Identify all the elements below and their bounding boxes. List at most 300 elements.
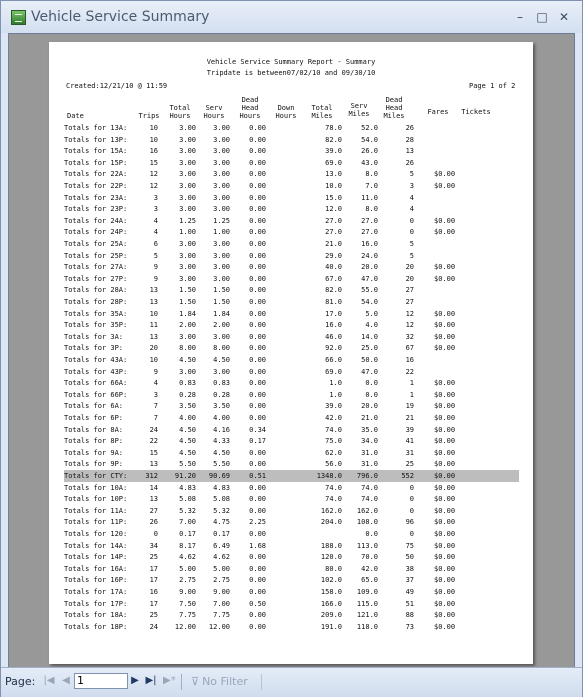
table-row <box>64 505 519 517</box>
table-row <box>64 342 519 354</box>
total-miles-cell: 1348.0 <box>316 472 342 480</box>
table-row <box>64 574 519 586</box>
trips-cell: 13 <box>149 286 158 295</box>
new-record-button[interactable]: ▶* <box>163 675 176 686</box>
row-label: Totals for 3A: <box>64 332 124 341</box>
serv-miles-cell: 31.0 <box>361 448 378 457</box>
table-row <box>64 331 519 343</box>
column-header-tickets: Tickets <box>461 108 491 116</box>
row-label: Totals for 25A: <box>64 240 128 248</box>
column-header-date: Date <box>67 112 84 120</box>
total-miles-cell: 162.0 <box>320 506 342 515</box>
serv-hours-cell: 1.50 <box>213 286 230 295</box>
dead-head-hours-cell: 0.00 <box>249 390 266 399</box>
serv-miles-cell: 118.0 <box>356 622 378 631</box>
serv-hours-cell: 3.00 <box>213 124 230 132</box>
dead-head-hours-cell: 0.34 <box>249 425 266 434</box>
serv-hours-cell: 2.00 <box>213 321 230 330</box>
serv-hours-cell: 3.00 <box>213 170 230 179</box>
fares-cell: $0.00 <box>434 425 456 434</box>
total-miles-cell: 62.0 <box>325 448 342 457</box>
total-miles-cell: 15.0 <box>325 193 342 202</box>
trips-cell: 7 <box>153 414 158 422</box>
fares-cell: $0.00 <box>434 483 456 492</box>
table-row <box>64 435 519 447</box>
trips-cell: 25 <box>149 611 158 620</box>
row-label: Totals for 22P: <box>64 182 128 190</box>
dead-head-miles-cell: 49 <box>405 588 414 596</box>
serv-miles-cell: 25.0 <box>361 344 378 353</box>
dead-head-miles-cell: 25 <box>405 460 414 469</box>
table-row <box>64 273 519 285</box>
no-filter-label: No Filter <box>202 675 248 688</box>
total-miles-cell: 29.0 <box>325 251 342 260</box>
restore-button[interactable]: □ <box>536 10 548 24</box>
minimize-button[interactable]: – <box>517 10 523 24</box>
report-date-range: Tripdate is between07/02/10 and 09/30/10 <box>206 69 376 77</box>
dead-head-miles-cell: 50 <box>405 553 414 562</box>
dead-head-hours-cell: 0.00 <box>249 205 266 214</box>
serv-hours-cell: 5.32 <box>213 506 230 515</box>
total-hours-cell: 3.00 <box>179 205 196 214</box>
serv-miles-cell: 162.0 <box>356 506 378 515</box>
print-preview-area[interactable] <box>8 33 575 668</box>
table-row <box>64 400 519 412</box>
next-page-button[interactable]: ▶ <box>131 675 139 686</box>
total-miles-cell: 13.0 <box>325 170 342 179</box>
last-page-button[interactable]: ▶| <box>145 675 157 686</box>
total-miles-cell: 1.0 <box>329 379 342 388</box>
row-label: Totals for 23A: <box>64 193 128 202</box>
table-row <box>64 412 519 424</box>
row-label: Totals for 15P: <box>64 158 128 167</box>
table-row <box>64 366 519 378</box>
total-miles-cell: 66.0 <box>325 356 342 364</box>
dead-head-miles-cell: 16 <box>405 356 414 364</box>
dead-head-hours-cell: 0.00 <box>249 356 266 364</box>
total-miles-cell: 21.0 <box>325 240 342 248</box>
serv-miles-cell: 74.0 <box>361 495 378 504</box>
trips-cell: 9 <box>153 367 158 376</box>
serv-hours-cell: 5.50 <box>213 460 230 469</box>
dead-head-hours-cell: 0.00 <box>249 332 266 341</box>
row-label: Totals for 27A: <box>64 263 128 272</box>
dead-head-miles-cell: 0 <box>409 495 414 504</box>
trips-cell: 12 <box>149 170 158 179</box>
serv-miles-cell: 21.0 <box>361 414 378 422</box>
serv-hours-cell: 8.00 <box>213 344 230 353</box>
dead-head-hours-cell: 0.51 <box>249 472 266 480</box>
trips-cell: 34 <box>149 541 158 550</box>
row-label: Totals for 66A: <box>64 379 128 388</box>
serv-hours-cell: 6.49 <box>213 541 230 550</box>
page-indicator: Page 1 of 2 <box>469 82 516 90</box>
table-row <box>64 389 519 401</box>
total-miles-cell: 69.0 <box>325 158 342 167</box>
fares-cell: $0.00 <box>434 622 456 631</box>
table-row <box>64 482 519 494</box>
fares-cell: $0.00 <box>434 553 456 562</box>
trips-cell: 7 <box>153 402 158 411</box>
trips-cell: 17 <box>149 564 158 573</box>
dead-head-hours-cell: 0.00 <box>249 588 266 596</box>
table-row <box>64 296 519 308</box>
total-hours-cell: 8.17 <box>179 541 196 550</box>
table-row <box>64 145 519 157</box>
previous-page-button[interactable]: ◀ <box>62 675 70 686</box>
serv-miles-cell: 26.0 <box>361 147 378 156</box>
table-row <box>64 203 519 215</box>
total-miles-cell: 166.0 <box>320 599 342 608</box>
fares-cell: $0.00 <box>434 530 456 538</box>
report-page <box>49 42 533 664</box>
column-header-fares: Fares <box>427 108 449 116</box>
serv-miles-cell: 52.0 <box>361 124 378 132</box>
row-label: Totals for 17P: <box>64 599 128 608</box>
dead-head-miles-cell: 22 <box>405 367 414 376</box>
total-miles-cell: 39.0 <box>325 402 342 411</box>
serv-hours-cell: 4.50 <box>213 448 230 457</box>
serv-miles-cell: 74.0 <box>361 483 378 492</box>
fares-cell: $0.00 <box>434 379 456 388</box>
total-miles-cell: 17.0 <box>325 309 342 318</box>
dead-head-hours-cell: 0.00 <box>249 414 266 422</box>
row-label: Totals for 13A: <box>64 124 128 132</box>
total-miles-cell: 82.0 <box>325 135 342 144</box>
total-miles-cell: 81.0 <box>325 298 342 306</box>
trips-cell: 3 <box>153 193 158 202</box>
serv-hours-cell: 3.00 <box>213 193 230 202</box>
dead-head-miles-cell: 27 <box>405 298 414 306</box>
trips-cell: 4 <box>153 228 158 237</box>
page-number-input[interactable]: 1 <box>74 673 128 689</box>
serv-miles-cell: 8.0 <box>365 170 378 179</box>
dead-head-miles-cell: 4 <box>409 205 414 214</box>
serv-hours-cell: 1.84 <box>213 309 230 318</box>
trips-cell: 25 <box>149 553 158 562</box>
total-hours-cell: 4.50 <box>179 425 196 434</box>
dead-head-miles-cell: 0 <box>409 483 414 492</box>
total-hours-cell: 5.08 <box>179 495 196 504</box>
fares-cell: $0.00 <box>434 321 456 330</box>
table-row <box>64 424 519 436</box>
total-miles-cell: 1.0 <box>329 390 342 399</box>
serv-miles-cell: 27.0 <box>361 228 378 237</box>
serv-miles-cell: 0.0 <box>365 390 378 399</box>
trips-cell: 14 <box>149 483 158 492</box>
total-miles-cell: 56.0 <box>325 460 342 469</box>
serv-miles-cell: 115.0 <box>356 599 378 608</box>
dead-head-miles-cell: 552 <box>401 472 414 480</box>
fares-cell: $0.00 <box>434 216 456 225</box>
total-hours-cell: 1.25 <box>179 216 196 225</box>
fares-cell: $0.00 <box>434 576 456 585</box>
fares-cell: $0.00 <box>434 495 456 504</box>
trips-cell: 13 <box>149 298 158 306</box>
table-row <box>64 354 519 366</box>
row-label: Totals for 24P: <box>64 228 128 237</box>
dead-head-miles-cell: 0 <box>409 228 414 237</box>
table-row <box>64 493 519 505</box>
table-row <box>64 261 519 273</box>
fares-cell: $0.00 <box>434 460 456 469</box>
created-timestamp: Created:12/21/10 @ 11:59 <box>66 82 168 90</box>
dead-head-hours-cell: 0.00 <box>249 263 266 272</box>
trips-cell: 3 <box>153 390 158 399</box>
row-label: Totals for 28P: <box>64 298 128 306</box>
table-row <box>64 563 519 575</box>
total-hours-cell: 7.75 <box>179 611 196 620</box>
total-hours-cell: 7.50 <box>179 599 196 608</box>
serv-miles-cell: 31.0 <box>361 460 378 469</box>
dead-head-hours-cell: 0.00 <box>249 309 266 318</box>
total-hours-cell: 5.32 <box>179 506 196 515</box>
total-hours-cell: 1.84 <box>179 309 196 318</box>
fares-cell: $0.00 <box>434 344 456 353</box>
row-label: Totals for 35P: <box>64 321 128 330</box>
total-hours-cell: 0.28 <box>179 390 196 399</box>
serv-hours-cell: 3.00 <box>213 367 230 376</box>
total-hours-cell: 3.00 <box>179 274 196 283</box>
serv-hours-cell: 1.50 <box>213 298 230 306</box>
row-label: Totals for CTY: <box>64 472 128 480</box>
dead-head-hours-cell: 0.50 <box>249 599 266 608</box>
trips-cell: 10 <box>149 135 158 144</box>
trips-cell: 4 <box>153 216 158 225</box>
trips-cell: 10 <box>149 309 158 318</box>
trips-cell: 15 <box>149 448 158 457</box>
trips-cell: 10 <box>149 356 158 364</box>
row-label: Totals for 15A: <box>64 147 128 156</box>
serv-hours-cell: 4.16 <box>213 425 230 434</box>
column-header-serv-miles: Serv Miles <box>348 102 370 118</box>
row-label: Totals for 9A: <box>64 448 124 457</box>
row-label: Totals for 66P: <box>64 390 128 399</box>
first-page-button[interactable]: |◀ <box>43 675 55 686</box>
total-hours-cell: 4.00 <box>179 414 196 422</box>
dead-head-hours-cell: 0.00 <box>249 495 266 504</box>
no-filter-button[interactable] <box>191 675 248 688</box>
serv-hours-cell: 3.00 <box>213 274 230 283</box>
serv-miles-cell: 20.0 <box>361 402 378 411</box>
serv-miles-cell: 5.0 <box>365 309 378 318</box>
total-hours-cell: 3.00 <box>179 367 196 376</box>
serv-miles-cell: 121.0 <box>356 611 378 620</box>
dead-head-hours-cell: 0.00 <box>249 530 266 538</box>
trips-cell: 312 <box>145 472 158 480</box>
serv-miles-cell: 50.0 <box>361 356 378 364</box>
fares-cell: $0.00 <box>434 402 456 411</box>
dead-head-miles-cell: 32 <box>405 332 414 341</box>
table-row <box>64 284 519 296</box>
row-label: Totals for 27P: <box>64 274 128 283</box>
dead-head-miles-cell: 12 <box>405 309 414 318</box>
total-hours-cell: 3.00 <box>179 240 196 248</box>
total-miles-cell: 80.0 <box>325 564 342 573</box>
row-label: Totals for 6P: <box>64 414 124 422</box>
dead-head-miles-cell: 3 <box>409 182 414 190</box>
column-header-total-miles: Total Miles <box>311 104 333 120</box>
close-button[interactable]: ✕ <box>558 10 570 24</box>
serv-miles-cell: 55.0 <box>361 286 378 295</box>
serv-hours-cell: 3.00 <box>213 147 230 156</box>
table-row <box>64 215 519 227</box>
dead-head-hours-cell: 0.00 <box>249 576 266 585</box>
total-miles-cell: 46.0 <box>325 332 342 341</box>
row-label: Totals for 6A: <box>64 402 124 411</box>
dead-head-miles-cell: 39 <box>405 425 414 434</box>
dead-head-hours-cell: 0.00 <box>249 135 266 144</box>
dead-head-hours-cell: 0.00 <box>249 622 266 631</box>
table-row <box>64 134 519 146</box>
serv-hours-cell: 0.28 <box>213 390 230 399</box>
serv-miles-cell: 65.0 <box>361 576 378 585</box>
dead-head-hours-cell: 0.00 <box>249 483 266 492</box>
dead-head-hours-cell: 0.00 <box>249 228 266 237</box>
serv-hours-cell: 3.00 <box>213 251 230 260</box>
row-label: Totals for 16P: <box>64 576 128 585</box>
row-label: Totals for 8P: <box>64 437 124 446</box>
window-title: Vehicle Service Summary <box>31 9 210 25</box>
horizontal-scroll-area[interactable] <box>261 674 572 690</box>
serv-miles-cell: 54.0 <box>361 135 378 144</box>
total-miles-cell: 16.0 <box>325 321 342 330</box>
column-header-total-hours: Total Hours <box>169 104 191 120</box>
serv-miles-cell: 8.0 <box>365 205 378 214</box>
table-row <box>64 470 519 482</box>
trips-cell: 15 <box>149 158 158 167</box>
total-miles-cell: 10.0 <box>325 182 342 190</box>
total-hours-cell: 4.50 <box>179 448 196 457</box>
fares-cell: $0.00 <box>434 170 456 179</box>
total-hours-cell: 2.00 <box>179 321 196 330</box>
total-hours-cell: 3.00 <box>179 263 196 272</box>
serv-miles-cell: 27.0 <box>361 216 378 225</box>
table-row <box>64 377 519 389</box>
serv-miles-cell: 0.0 <box>365 530 378 538</box>
total-miles-cell: 39.0 <box>325 147 342 156</box>
total-miles-cell: 69.0 <box>325 367 342 376</box>
serv-miles-cell: 43.0 <box>361 158 378 167</box>
dead-head-miles-cell: 26 <box>405 124 414 132</box>
row-label: Totals for 18P: <box>64 622 128 631</box>
dead-head-hours-cell: 0.00 <box>249 564 266 573</box>
table-row <box>64 609 519 621</box>
total-miles-cell: 191.0 <box>320 622 342 631</box>
total-miles-cell: 42.0 <box>325 414 342 422</box>
trips-cell: 27 <box>149 506 158 515</box>
dead-head-miles-cell: 26 <box>405 158 414 167</box>
row-label: Totals for 9P: <box>64 460 124 469</box>
serv-hours-cell: 90.69 <box>208 472 230 480</box>
dead-head-hours-cell: 0.00 <box>249 298 266 306</box>
dead-head-hours-cell: 1.68 <box>249 541 266 550</box>
serv-miles-cell: 11.0 <box>361 193 378 202</box>
row-label: Totals for 11P: <box>64 518 128 527</box>
column-header-serv-hours: Serv Hours <box>203 104 225 120</box>
toolbar-separator <box>181 674 182 690</box>
dead-head-hours-cell: 0.00 <box>249 460 266 469</box>
dead-head-miles-cell: 96 <box>405 518 414 527</box>
serv-hours-cell: 4.50 <box>213 356 230 364</box>
serv-hours-cell: 12.00 <box>208 622 230 631</box>
trips-cell: 5 <box>153 251 158 260</box>
row-label: Totals for 35A: <box>64 309 128 318</box>
serv-miles-cell: 54.0 <box>361 298 378 306</box>
table-row <box>64 586 519 598</box>
total-hours-cell: 5.00 <box>179 564 196 573</box>
serv-hours-cell: 1.00 <box>213 228 230 237</box>
serv-hours-cell: 3.50 <box>213 402 230 411</box>
fares-cell: $0.00 <box>434 588 456 596</box>
table-row <box>64 319 519 331</box>
dead-head-miles-cell: 19 <box>405 402 414 411</box>
row-label: Totals for 120: <box>64 530 128 538</box>
total-miles-cell: 40.0 <box>325 263 342 272</box>
trips-cell: 9 <box>153 274 158 283</box>
row-label: Totals for 18A: <box>64 611 128 620</box>
dead-head-hours-cell: 0.00 <box>249 286 266 295</box>
serv-hours-cell: 3.00 <box>213 332 230 341</box>
serv-miles-cell: 796.0 <box>356 472 378 480</box>
serv-hours-cell: 4.00 <box>213 414 230 422</box>
serv-hours-cell: 3.00 <box>213 182 230 190</box>
serv-hours-cell: 7.75 <box>213 611 230 620</box>
dead-head-miles-cell: 13 <box>405 147 414 156</box>
trips-cell: 16 <box>149 147 158 156</box>
serv-miles-cell: 24.0 <box>361 251 378 260</box>
fares-cell: $0.00 <box>434 414 456 422</box>
dead-head-hours-cell: 0.00 <box>249 158 266 167</box>
total-hours-cell: 7.00 <box>179 518 196 527</box>
fares-cell: $0.00 <box>434 472 456 480</box>
total-miles-cell: 158.0 <box>320 588 342 596</box>
dead-head-miles-cell: 20 <box>405 263 414 272</box>
table-row <box>64 308 519 320</box>
dead-head-miles-cell: 1 <box>409 379 414 388</box>
serv-miles-cell: 16.0 <box>361 240 378 248</box>
total-miles-cell: 75.0 <box>325 437 342 446</box>
dead-head-miles-cell: 4 <box>409 193 414 202</box>
row-label: Totals for 13P: <box>64 135 128 144</box>
dead-head-miles-cell: 51 <box>405 599 414 608</box>
fares-cell: $0.00 <box>434 541 456 550</box>
report-icon <box>11 10 26 25</box>
table-row <box>64 447 519 459</box>
serv-miles-cell: 20.0 <box>361 263 378 272</box>
total-hours-cell: 3.00 <box>179 332 196 341</box>
trips-cell: 13 <box>149 460 158 469</box>
serv-hours-cell: 2.75 <box>213 576 230 585</box>
total-hours-cell: 3.00 <box>179 158 196 167</box>
fares-cell: $0.00 <box>434 390 456 399</box>
serv-hours-cell: 3.00 <box>213 240 230 248</box>
dead-head-miles-cell: 20 <box>405 274 414 283</box>
serv-hours-cell: 4.83 <box>213 483 230 492</box>
total-hours-cell: 1.50 <box>179 286 196 295</box>
fares-cell: $0.00 <box>434 309 456 318</box>
row-label: Totals for 10P: <box>64 495 128 504</box>
page-label: Page: <box>5 675 36 688</box>
serv-hours-cell: 7.00 <box>213 599 230 608</box>
serv-hours-cell: 3.00 <box>213 135 230 144</box>
fares-cell: $0.00 <box>434 611 456 620</box>
table-row <box>64 226 519 238</box>
serv-miles-cell: 7.0 <box>365 182 378 190</box>
table-row <box>64 598 519 610</box>
table-row <box>64 621 519 633</box>
total-hours-cell: 4.83 <box>179 483 196 492</box>
